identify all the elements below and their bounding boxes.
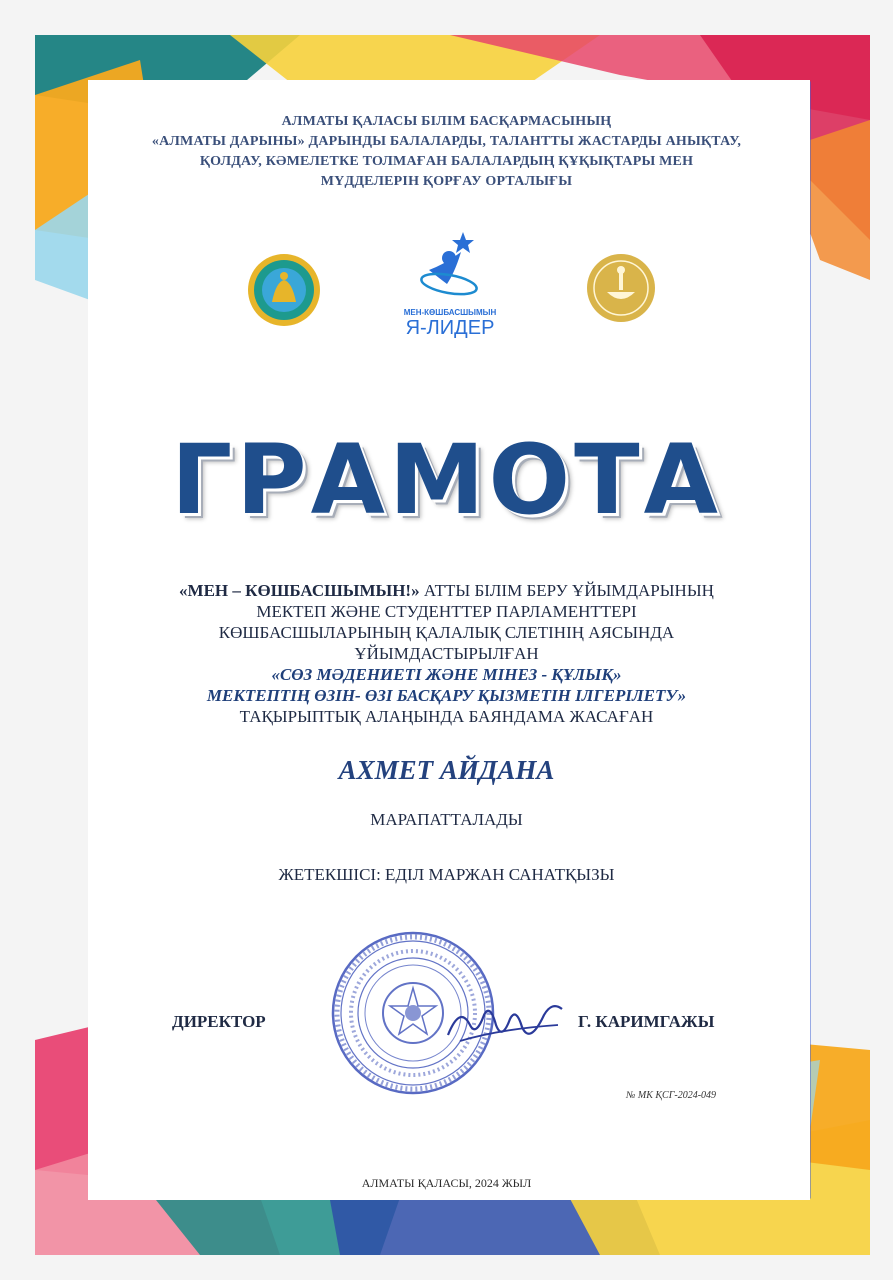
body-line-3: КӨШБАСШЫЛАРЫНЫҢ ҚАЛАЛЫҚ СЛЕТІНІҢ АЯСЫНДА [218, 623, 675, 642]
header-line-4: МҮДДЕЛЕРІН ҚОРҒАУ ОРТАЛЫҒЫ [320, 174, 573, 189]
topic-line-2: МЕКТЕПТІҢ ӨЗІН- ӨЗІ БАСҚАРУ ҚЫЗМЕТІН ІЛГЕРІЛЕТУ» [206, 686, 687, 705]
leader-logo-subtitle: МЕН-КӨШБАСШЫМЫН [403, 308, 497, 317]
mentor-text: ЖЕТЕКШІСІ: ЕДІЛ МАРЖАН САНАТҚЫЗЫ [278, 865, 615, 884]
director-label: ДИРЕКТОР [172, 1012, 266, 1031]
header-line-2: «АЛМАТЫ ДАРЫНЫ» ДАРЫНДЫ БАЛАЛАРДЫ, ТАЛАНТТЫ ЖАСТАРДЫ АНЫҚТАУ, [151, 134, 742, 149]
header-line-1: АЛМАТЫ ҚАЛАСЫ БІЛІМ БАСҚАРМАСЫНЫҢ [281, 114, 612, 129]
topic-line-1: «СӨЗ МӘДЕНИЕТІ ЖӘНЕ МІНЕЗ - ҚҰЛЫҚ» [271, 665, 622, 684]
almaty-emblem-icon [246, 252, 322, 328]
issuer-header [100, 112, 793, 192]
place-and-year: АЛМАТЫ ҚАЛАСЫ, 2024 ЖЫЛ [361, 1176, 532, 1190]
certificate-body [100, 580, 793, 727]
leader-logo [385, 228, 515, 338]
recipient-name: АХМЕТ АЙДАНА [338, 755, 555, 785]
director-name: Г. КАРИМГАЖЫ [578, 1012, 715, 1031]
event-name: «МЕН – КӨШБАСШЫМЫН!» [179, 581, 420, 600]
body-line-7: ТАҚЫРЫПТЫҚ АЛАҢЫНДА БАЯНДАМА ЖАСАҒАН [239, 707, 654, 726]
leader-logo-title: Я-ЛИДЕР [405, 317, 495, 339]
body-line-1: АТТЫ БІЛІМ БЕРУ ҰЙЫМДАРЫНЫҢ [419, 581, 714, 600]
gold-emblem-icon [585, 252, 657, 324]
body-line-2: МЕКТЕП ЖӘНЕ СТУДЕНТТЕР ПАРЛАМЕНТТЕРІ [256, 602, 637, 621]
award-text: МАРАПАТТАЛАДЫ [370, 810, 523, 829]
header-line-3: ҚОЛДАУ, КӘМЕЛЕТКЕ ТОЛМАҒАН БАЛАЛАРДЫҢ ҚҰҚЫҚТАРЫ МЕН [199, 154, 694, 169]
certificate-title: ГРАМОТА [171, 424, 722, 536]
registration-number: № МК ҚСГ-2024-049 [626, 1090, 717, 1101]
handwritten-signature-icon [440, 985, 570, 1055]
leader-star-icon [385, 228, 515, 308]
body-line-4: ҰЙЫМДАСТЫРЫЛҒАН [354, 644, 539, 663]
